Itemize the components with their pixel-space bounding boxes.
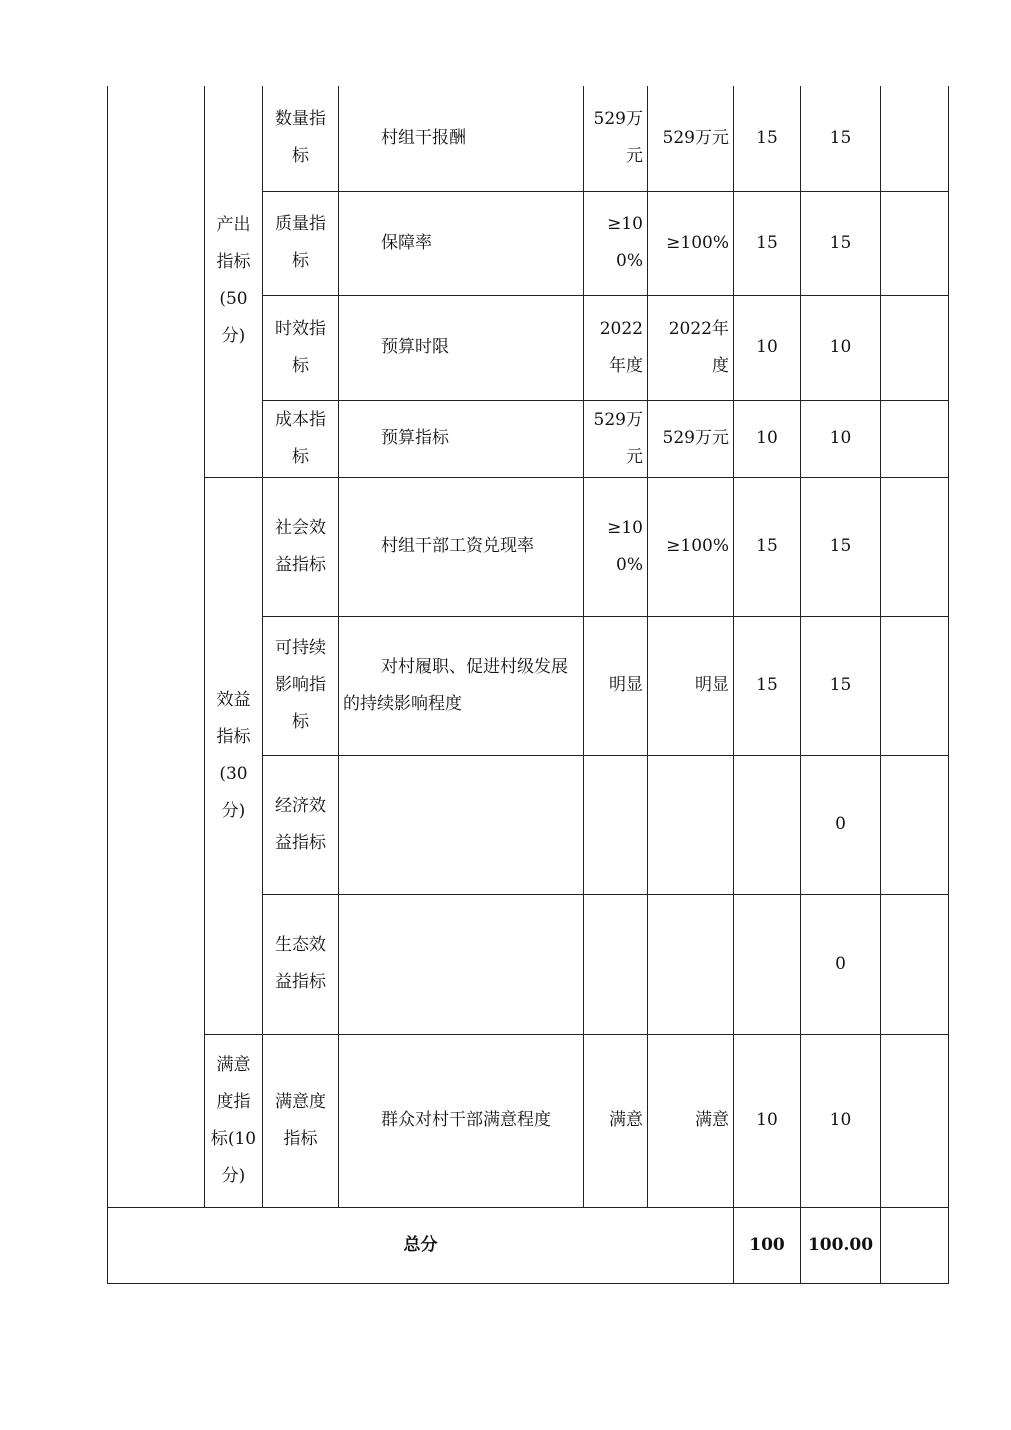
- actual-value-cell: [648, 755, 734, 894]
- total-weight-cell: [734, 1207, 801, 1283]
- indicator-name-cell: 村组干报酬: [339, 86, 584, 191]
- score-cell: 0: [801, 894, 881, 1034]
- indicator-name-cell: 预算时限: [339, 295, 584, 400]
- indicator-name-cell: [339, 755, 584, 894]
- remark-cell: [881, 86, 949, 191]
- actual-value: 2022年度: [668, 318, 729, 376]
- sub-indicator-cell: [263, 755, 339, 894]
- remark-cell: [881, 1034, 949, 1207]
- sub-indicator-cell: [263, 191, 339, 295]
- actual-value-cell: [648, 86, 734, 191]
- sub-indicator-cell: [263, 86, 339, 191]
- weight-cell: 10: [734, 400, 801, 477]
- actual-value: ≥100%: [666, 232, 729, 253]
- output-category-label: 产出指标(50分): [216, 215, 251, 347]
- effect-category-cell: [205, 477, 263, 1034]
- table-row: [108, 1034, 949, 1207]
- weight-cell: [734, 755, 801, 894]
- blank-first-column: [108, 86, 205, 1207]
- actual-value: 明显: [695, 675, 729, 695]
- target-value-cell: [584, 400, 648, 477]
- remark-cell: [881, 191, 949, 295]
- indicator-name-cell: [339, 616, 584, 755]
- indicator-name-cell: [339, 894, 584, 1034]
- score-cell: 0: [801, 755, 881, 894]
- target-value-cell: [584, 1034, 648, 1207]
- sub-indicator-label: 质量指标: [275, 214, 326, 271]
- target-value: 明显: [609, 675, 643, 695]
- actual-value-cell: [648, 894, 734, 1034]
- target-value-cell: [584, 295, 648, 400]
- sub-indicator-label: 生态效益指标: [275, 935, 326, 992]
- actual-value-cell: [648, 1034, 734, 1207]
- score-cell: 15: [801, 616, 881, 755]
- sub-indicator-label: 时效指标: [275, 318, 326, 376]
- table-row: [108, 477, 949, 616]
- actual-value-cell: [648, 295, 734, 400]
- indicator-name-cell: 村组干部工资兑现率: [339, 477, 584, 616]
- sub-indicator-label: 成本指标: [275, 409, 326, 467]
- weight-cell: 10: [734, 1034, 801, 1207]
- table-row: [108, 86, 949, 191]
- target-value-cell: [584, 616, 648, 755]
- satisfaction-category-label: 满意度指标(10分): [210, 1054, 257, 1186]
- score-cell: 10: [801, 1034, 881, 1207]
- remark-cell: [881, 477, 949, 616]
- weight-cell: 15: [734, 86, 801, 191]
- target-value: ≥100%: [607, 214, 643, 271]
- target-value: 满意: [609, 1110, 643, 1130]
- sub-indicator-cell: [263, 400, 339, 477]
- target-value-cell: [584, 191, 648, 295]
- actual-value: 满意: [695, 1110, 729, 1130]
- output-category-cell: [205, 86, 263, 477]
- total-score: 100.00: [807, 1234, 874, 1255]
- sub-indicator-label: 数量指标: [275, 109, 326, 167]
- weight-cell: 15: [734, 477, 801, 616]
- remark-cell: [881, 894, 949, 1034]
- actual-value-cell: [648, 477, 734, 616]
- sub-indicator-label: 经济效益指标: [275, 795, 326, 853]
- score-cell: 15: [801, 191, 881, 295]
- sub-indicator-label: 满意度指标: [275, 1091, 326, 1149]
- indicator-name-cell: 群众对村干部满意程度: [339, 1034, 584, 1207]
- sub-indicator-cell: [263, 1034, 339, 1207]
- weight-cell: 15: [734, 616, 801, 755]
- target-value-cell: [584, 894, 648, 1034]
- weight-cell: 10: [734, 295, 801, 400]
- weight-cell: [734, 894, 801, 1034]
- sub-indicator-label: 可持续影响指标: [275, 638, 326, 732]
- indicator-name-cell: 保障率: [339, 191, 584, 295]
- score-cell: 10: [801, 295, 881, 400]
- sub-indicator-cell: [263, 477, 339, 616]
- actual-value-cell: [648, 191, 734, 295]
- remark-cell: [881, 400, 949, 477]
- actual-value-cell: [648, 616, 734, 755]
- sub-indicator-cell: [263, 616, 339, 755]
- indicator-name: 对村履职、促进村级发展的持续影响程度: [343, 656, 568, 714]
- remark-cell: [881, 295, 949, 400]
- score-cell: 15: [801, 477, 881, 616]
- effect-category-label: 效益指标(30分): [216, 689, 251, 821]
- target-value: 529万元: [593, 409, 643, 467]
- actual-value: 529万元: [662, 127, 729, 148]
- performance-table: [107, 86, 949, 1284]
- sub-indicator-label: 社会效益指标: [275, 517, 326, 575]
- remark-cell: [881, 616, 949, 755]
- sub-indicator-cell: [263, 894, 339, 1034]
- actual-value-cell: [648, 400, 734, 477]
- remark-cell: [881, 755, 949, 894]
- weight-cell: 15: [734, 191, 801, 295]
- satisfaction-category-cell: [205, 1034, 263, 1207]
- target-value: ≥100%: [607, 517, 643, 575]
- remark-cell: [881, 1207, 949, 1283]
- total-label: 总分: [108, 1207, 734, 1283]
- target-value: 2022年度: [599, 318, 643, 376]
- actual-value: 529万元: [662, 428, 729, 448]
- score-cell: 15: [801, 86, 881, 191]
- indicator-name-cell: 预算指标: [339, 400, 584, 477]
- target-value: 529万元: [593, 109, 643, 167]
- target-value-cell: [584, 477, 648, 616]
- sub-indicator-cell: [263, 295, 339, 400]
- total-row: [108, 1207, 949, 1283]
- score-cell: 10: [801, 400, 881, 477]
- target-value-cell: [584, 86, 648, 191]
- target-value-cell: [584, 755, 648, 894]
- total-weight: 100: [749, 1234, 785, 1255]
- actual-value: ≥100%: [666, 536, 729, 556]
- total-score-cell: [801, 1207, 881, 1283]
